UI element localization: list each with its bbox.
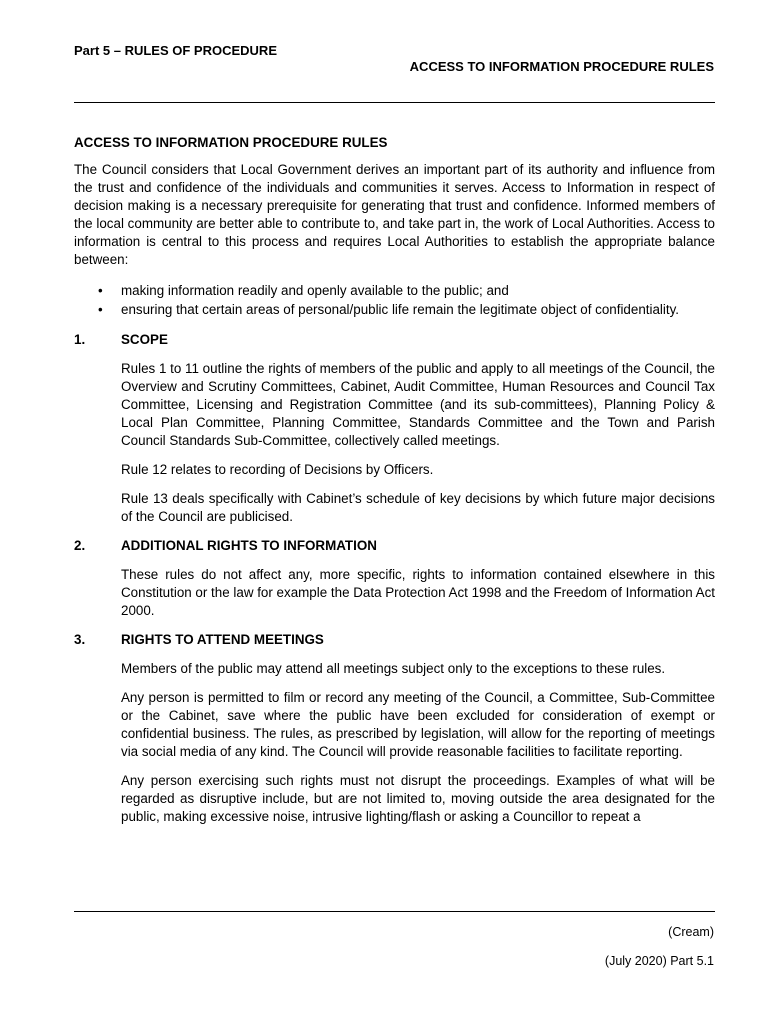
section-number: 3. [74,632,86,647]
paragraph: These rules do not affect any, more specific, rights to information contained elsewhere in this Constitution or the law for example the Data Protection Act 1998 and the Freedom of Information Act 2000. [121,567,715,618]
bullet-icon: • [98,302,103,317]
section-body [121,360,715,526]
section-number: 2. [74,538,86,553]
section-additional-rights [74,537,715,620]
section-heading [74,537,715,555]
page-heading: ACCESS TO INFORMATION PROCEDURE RULES [74,135,388,150]
running-section-title: ACCESS TO INFORMATION PROCEDURE RULES [409,59,714,74]
footer-page-reference: (July 2020) Part 5.1 [604,954,714,968]
paragraph: Rule 13 deals specifically with Cabinet’s schedule of key decisions by which future major decisions of the Council are publicised. [121,491,715,524]
paragraph: Rule 12 relates to recording of Decisions by Officers. [121,462,434,477]
section-body [121,566,715,620]
bullet-text: making information readily and openly available to the public; and [121,283,509,298]
section-number: 1. [74,332,86,347]
part-title: Part 5 – RULES OF PROCEDURE [74,43,277,58]
footer-divider [74,911,715,912]
footer-colour-note: (Cream) [668,925,714,939]
section-rights-to-attend [74,631,715,826]
section-scope [74,331,715,526]
bullet-list [74,281,715,319]
section-heading [74,331,715,349]
header-divider [74,102,715,103]
bullet-text: ensuring that certain areas of personal/public life remain the legitimate object of confidentiality. [121,302,680,317]
section-title: ADDITIONAL RIGHTS TO INFORMATION [121,538,377,553]
paragraph: Any person exercising such rights must not disrupt the proceedings. Examples of what will be regarded as disruptive include, but are not limited to, moving outside the area designated for the public, making excessive noise, intrusive lighting/flash or asking a Councillor to repeat a [121,773,715,824]
main-content [74,134,715,837]
section-title: SCOPE [121,332,168,347]
paragraph: Any person is permitted to film or record any meeting of the Council, a Committee, Sub-Committee or the Cabinet, save where the public have been excluded for consideration of exempt or confidential business. The rules, as prescribed by legislation, will allow for the reporting of meetings via social media of any kind. The Council will provide reasonable facilities to facilitate reporting. [121,690,715,759]
section-heading [74,631,715,649]
paragraph: Members of the public may attend all meetings subject only to the exceptions to these rules. [121,661,666,676]
list-item [74,300,715,319]
bullet-icon: • [98,283,103,298]
list-item [74,281,715,300]
section-title: RIGHTS TO ATTEND MEETINGS [121,632,324,647]
intro-paragraph: The Council considers that Local Government derives an important part of its authority and influence from the trust and confidence of the individuals and communities it serves. Access to Information in respect of decision making is a necessary prerequisite for generating that trust and confidence. Informed members of the local community are better able to contribute to, and take part in, the work of Local Authorities. Access to information is central to this process and requires Local Authorities to establish the appropriate balance between: [74,162,715,267]
section-body [121,660,715,826]
paragraph: Rules 1 to 11 outline the rights of members of the public and apply to all meetings of the Council, the Overview and Scrutiny Committees, Cabinet, Audit Committee, Human Resources and Council Tax Committee, Licensing and Registration Committee (and its sub-committees), Planning Policy & Local Plan Committee, Planning Committee, Standards Committee and the Town and Parish Council Standards Sub-Committee, collectively called meetings. [121,361,715,448]
